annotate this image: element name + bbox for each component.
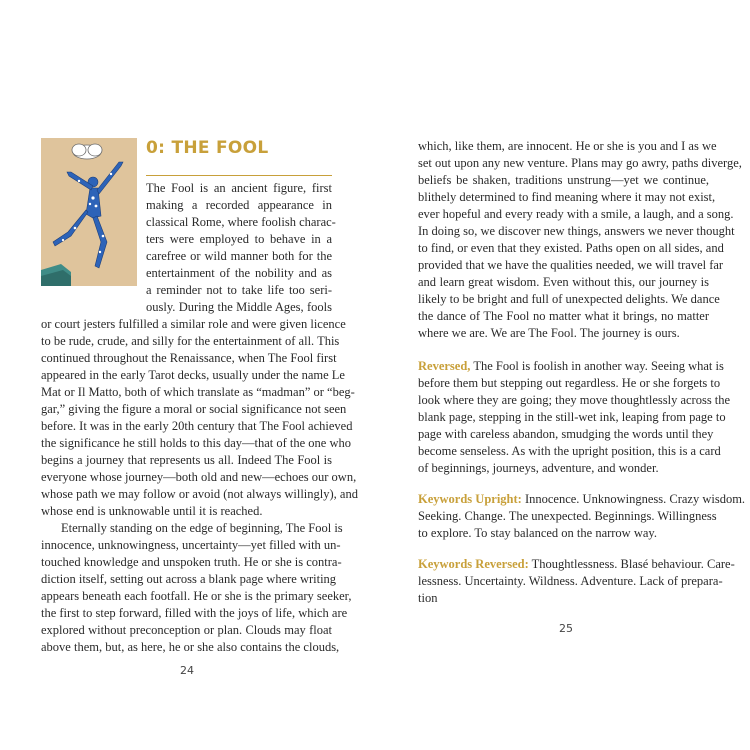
text-line: likely to be bright and full of unexpected delights. We dance [418,292,720,306]
keywords-upright-first-line [418,491,746,508]
text-line: touched knowledge and unspoken truth. He or she is contra- [41,555,342,569]
keywords-upright-label: Keywords Upright: [418,492,522,506]
reversed-first-line [418,358,724,375]
text-line: before. It was in the early 20th century that The Fool achieved [41,419,353,433]
text-line: before them but stepping out regardless. He or she forgets to [418,376,721,390]
reversed-first-text: The Fool is foolish in another way. Seeing what is [473,359,724,373]
text-line: or court jesters fulfilled a similar role and were given licence [41,317,346,331]
text-line: ever hopeful and every ready with a smile, a laugh, and a song. [418,207,734,221]
text-line: where we are. We are The Fool. The journey is ours. [418,326,680,340]
text-line: of beginnings, journeys, adventure, and wonder. [418,461,659,475]
text-line: begins a journey that represents us all. Indeed The Fool is [41,453,332,467]
text-line: Seeking. Change. The unexpected. Beginnings. Willingness [418,509,717,523]
text-line: whose end is unknowable until it is reached. [41,504,263,518]
text-line: above them, but, as here, he or she also contains the clouds, [41,640,340,654]
text-line: appeared in the early Tarot decks, usually under the name Le [41,368,345,382]
text-line: set out upon any new venture. Plans may go awry, paths diverge, [418,156,742,170]
text-line: Mat or Il Matto, both of which translate as “madman” or “beg- [41,385,355,399]
page-number: 24 [180,664,194,677]
text-line: innocence, unknowingness, uncertainty—yet filled with un- [41,538,341,552]
keywords-reversed-first-text: Thoughtlessness. Blasé behaviour. Care- [531,557,735,571]
text-line: In doing so, we discover new things, answers we never thought [418,224,735,238]
text-line: a reminder not to take life too seri- [146,283,332,297]
text-line: the dance of The Fool no matter what it brings, no matter [418,309,709,323]
title-rule [146,175,332,176]
text-line: provided that we have the qualities needed, we will travel far [418,258,724,272]
text-line: making a recorded appearance in [146,198,332,212]
text-line: classical Rome, where foolish charac- [146,215,336,229]
chapter-title: 0: THE FOOL [146,138,269,158]
keywords-reversed-first-line [418,556,735,573]
keywords-reversed-label: Keywords Reversed: [418,557,529,571]
text-line: tion [418,591,438,605]
text-line: whose path we may follow or avoid (not always willingly), and [41,487,358,501]
keywords-upright-first-text: Innocence. Unknowingness. Crazy wisdom. [524,492,746,506]
text-line: ously. During the Middle Ages, fools [146,300,332,314]
text-line: blithely determined to find meaning where it may not exist, [418,190,716,204]
text-line: which, like them, are innocent. He or she is you and I as we [418,139,717,153]
text-line: gar,” giving the figure a moral or social significance not seen [41,402,347,416]
text-line: explored without preconception or plan. Clouds may float [41,623,332,637]
text-line: lessness. Uncertainty. Wildness. Adventure. Lack of prepara- [418,574,723,588]
text-line: to find, or even that they existed. Paths open on all sides, and [418,241,724,255]
text-line: continued throughout the Renaissance, when The Fool first [41,351,337,365]
reversed-label: Reversed, [418,359,471,373]
text-line: beliefs be shaken, traditions unstrung—yet we continue, [418,173,709,187]
text-line: the significance he still holds to this day—that of the one who [41,436,352,450]
text-line: everyone whose journey—both old and new—echoes our own, [41,470,357,484]
text-line: the first to step forward, filled with the joys of life, which are [41,606,348,620]
text-line: The Fool is an ancient figure, first [146,181,332,195]
fool-card-illustration [41,138,137,286]
text-line: Eternally standing on the edge of beginning, The Fool is [61,521,343,535]
text-line: look where they are going; they move thoughtlessly across the [418,393,731,407]
text-line: entertainment of the nobility and as [146,266,332,280]
text-line: and learn great wisdom. Even without this, our journey is [418,275,709,289]
text-line: page with careless abandon, smudging the words until they [418,427,714,441]
text-line: ters were employed to behave in a [146,232,332,246]
text-line: become senseless. As with the upright position, this is a card [418,444,721,458]
text-line: diction itself, setting out across a blank page where writing [41,572,337,586]
text-line: to be rude, crude, and silly for the entertainment of all. This [41,334,340,348]
text-line: blank page, stepping in the still-wet ink, leaping from page to [418,410,726,424]
text-line: carefree or wild manner both for the [146,249,332,263]
text-line: appears beneath each footfall. He or she is the primary seeker, [41,589,352,603]
page-number: 25 [559,622,573,635]
text-line: to explore. To stay balanced on the narrow way. [418,526,657,540]
